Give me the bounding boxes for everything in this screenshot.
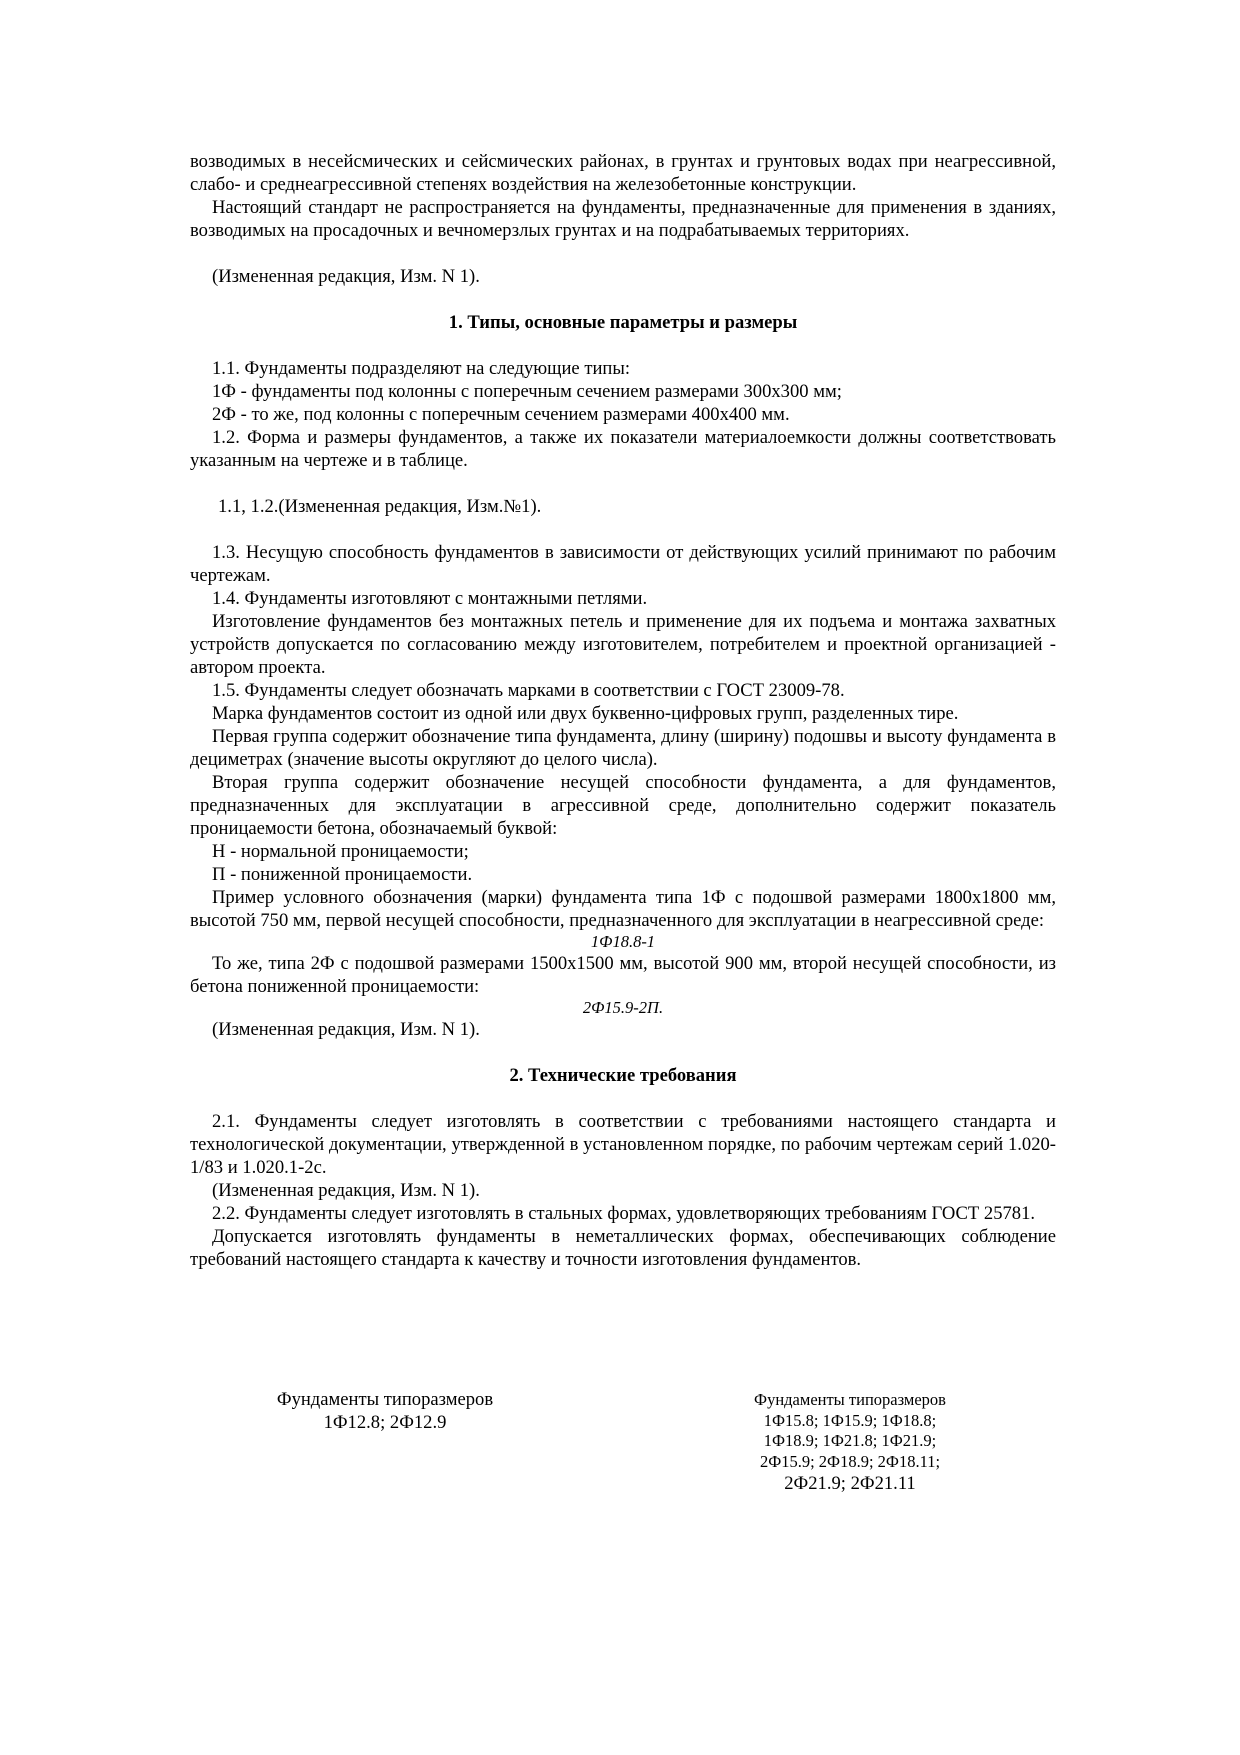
clause-1-1-type-2f: 2Ф - то же, под колонны с поперечным сечением размерами 400х400 мм. [212, 404, 790, 425]
section-2-heading: 2. Технические требования [509, 1065, 737, 1086]
clause-1-4: 1.4. Фундаменты изготовляют с монтажными петлями. [212, 588, 648, 609]
caption-right [710, 1390, 990, 1495]
section-1-heading: 1. Типы, основные параметры и размеры [448, 312, 798, 333]
clause-1-5-example-2: То же, типа 2Ф с подошвой размерами 1500х1500 мм, высотой 900 мм, второй несущей способности, из бетона пониженной проницаемости: [190, 953, 1056, 997]
amendment-note-1-1-1-2: 1.1, 1.2.(Измененная редакция, Изм.№1). [218, 496, 542, 517]
caption-left-line-1: Фундаменты типоразмеров [276, 1389, 494, 1410]
amendment-note-intro: (Измененная редакция, Изм. N 1). [212, 266, 480, 287]
example-mark-2: 2Ф15.9-2П. [582, 998, 664, 1017]
clause-2-2: 2.2. Фундаменты следует изготовлять в стальных формах, удовлетворяющих требованиям ГОСТ 25781. [212, 1203, 1036, 1224]
amendment-note-1-5: (Измененная редакция, Изм. N 1). [212, 1019, 480, 1040]
clause-1-5-first-group: Первая группа содержит обозначение типа фундамента, длину (ширину) подошвы и высоту фундамента в дециметрах (значение высоты округляют до целого числа). [190, 726, 1056, 770]
caption-right-line-5: 2Ф21.9; 2Ф21.11 [784, 1473, 916, 1494]
figure-captions [190, 1388, 1056, 1528]
clause-1-2: 1.2. Форма и размеры фундаментов, а также их показатели материалоемкости должны соответствовать указанным на чертеже и в таблице. [190, 427, 1056, 471]
paragraph-scope-exclusion: Настоящий стандарт не распространяется на фундаменты, предназначенные для применения в зданиях, возводимых на просадочных и вечномерзлых грунтах и на подрабатываемых территориях. [190, 197, 1056, 241]
caption-right-line-4: 2Ф15.9; 2Ф18.9; 2Ф18.11; [759, 1451, 941, 1471]
clause-1-1-type-1f: 1Ф - фундаменты под колонны с поперечным сечением размерами 300х300 мм; [212, 381, 842, 402]
clause-1-5-example-1: Пример условного обозначения (марки) фундамента типа 1Ф с подошвой размерами 1800х1800 мм, высотой 750 мм, первой несущей способности, предназначенного для эксплуатации в неагрессивной среде: [190, 887, 1056, 931]
clause-1-5: 1.5. Фундаменты следует обозначать марками в соответствии с ГОСТ 23009-78. [212, 680, 845, 701]
caption-left [250, 1388, 520, 1434]
clause-2-1: 2.1. Фундаменты следует изготовлять в соответствии с требованиями настоящего стандарта и технологической документации, утвержденной в установленном порядке, по рабочим чертежам серий 1.020-1/83 и 1.020.1-2с. [190, 1111, 1056, 1178]
caption-right-line-3: 1Ф18.9; 1Ф21.8; 1Ф21.9; [763, 1431, 937, 1450]
caption-right-line-2: 1Ф15.8; 1Ф15.9; 1Ф18.8; [763, 1410, 937, 1430]
clause-1-5-reduced-permeability: П - пониженной проницаемости. [212, 864, 473, 885]
clause-1-5-groups: Марка фундаментов состоит из одной или двух буквенно-цифровых групп, разделенных тире. [212, 703, 959, 724]
clause-1-3: 1.3. Несущую способность фундаментов в зависимости от действующих усилий принимают по рабочим чертежам. [190, 542, 1056, 586]
clause-2-2-nonmetal-forms: Допускается изготовлять фундаменты в неметаллических формах, обеспечивающих соблюдение требований настоящего стандарта к качеству и точности изготовления фундаментов. [190, 1226, 1056, 1270]
document-body [190, 150, 1056, 1271]
caption-left-line-2: 1Ф12.8; 2Ф12.9 [323, 1412, 447, 1433]
clause-1-5-second-group: Вторая группа содержит обозначение несущей способности фундамента, а для фундаментов, предназначенных для эксплуатации в агрессивной среде, дополнительно содержит показатель проницаемости бетона, обозначаемый буквой: [190, 772, 1056, 839]
amendment-note-2-1: (Измененная редакция, Изм. N 1). [212, 1180, 480, 1201]
clause-1-5-normal-permeability: Н - нормальной проницаемости; [212, 841, 469, 862]
caption-right-line-1: Фундаменты типоразмеров [754, 1390, 946, 1409]
clause-1-1: 1.1. Фундаменты подразделяют на следующие типы: [212, 358, 631, 379]
example-mark-1: 1Ф18.8-1 [590, 932, 656, 951]
clause-1-4-exception: Изготовление фундаментов без монтажных петель и применение для их подъема и монтажа захватных устройств допускается по согласованию между изготовителем, потребителем и проектной организацией - автором проекта. [190, 611, 1056, 678]
paragraph-intro-continued: возводимых в несейсмических и сейсмических районах, в грунтах и грунтовых водах при неагрессивной, слабо- и среднеагрессивной степенях воздействия на железобетонные конструкции. [190, 151, 1056, 195]
